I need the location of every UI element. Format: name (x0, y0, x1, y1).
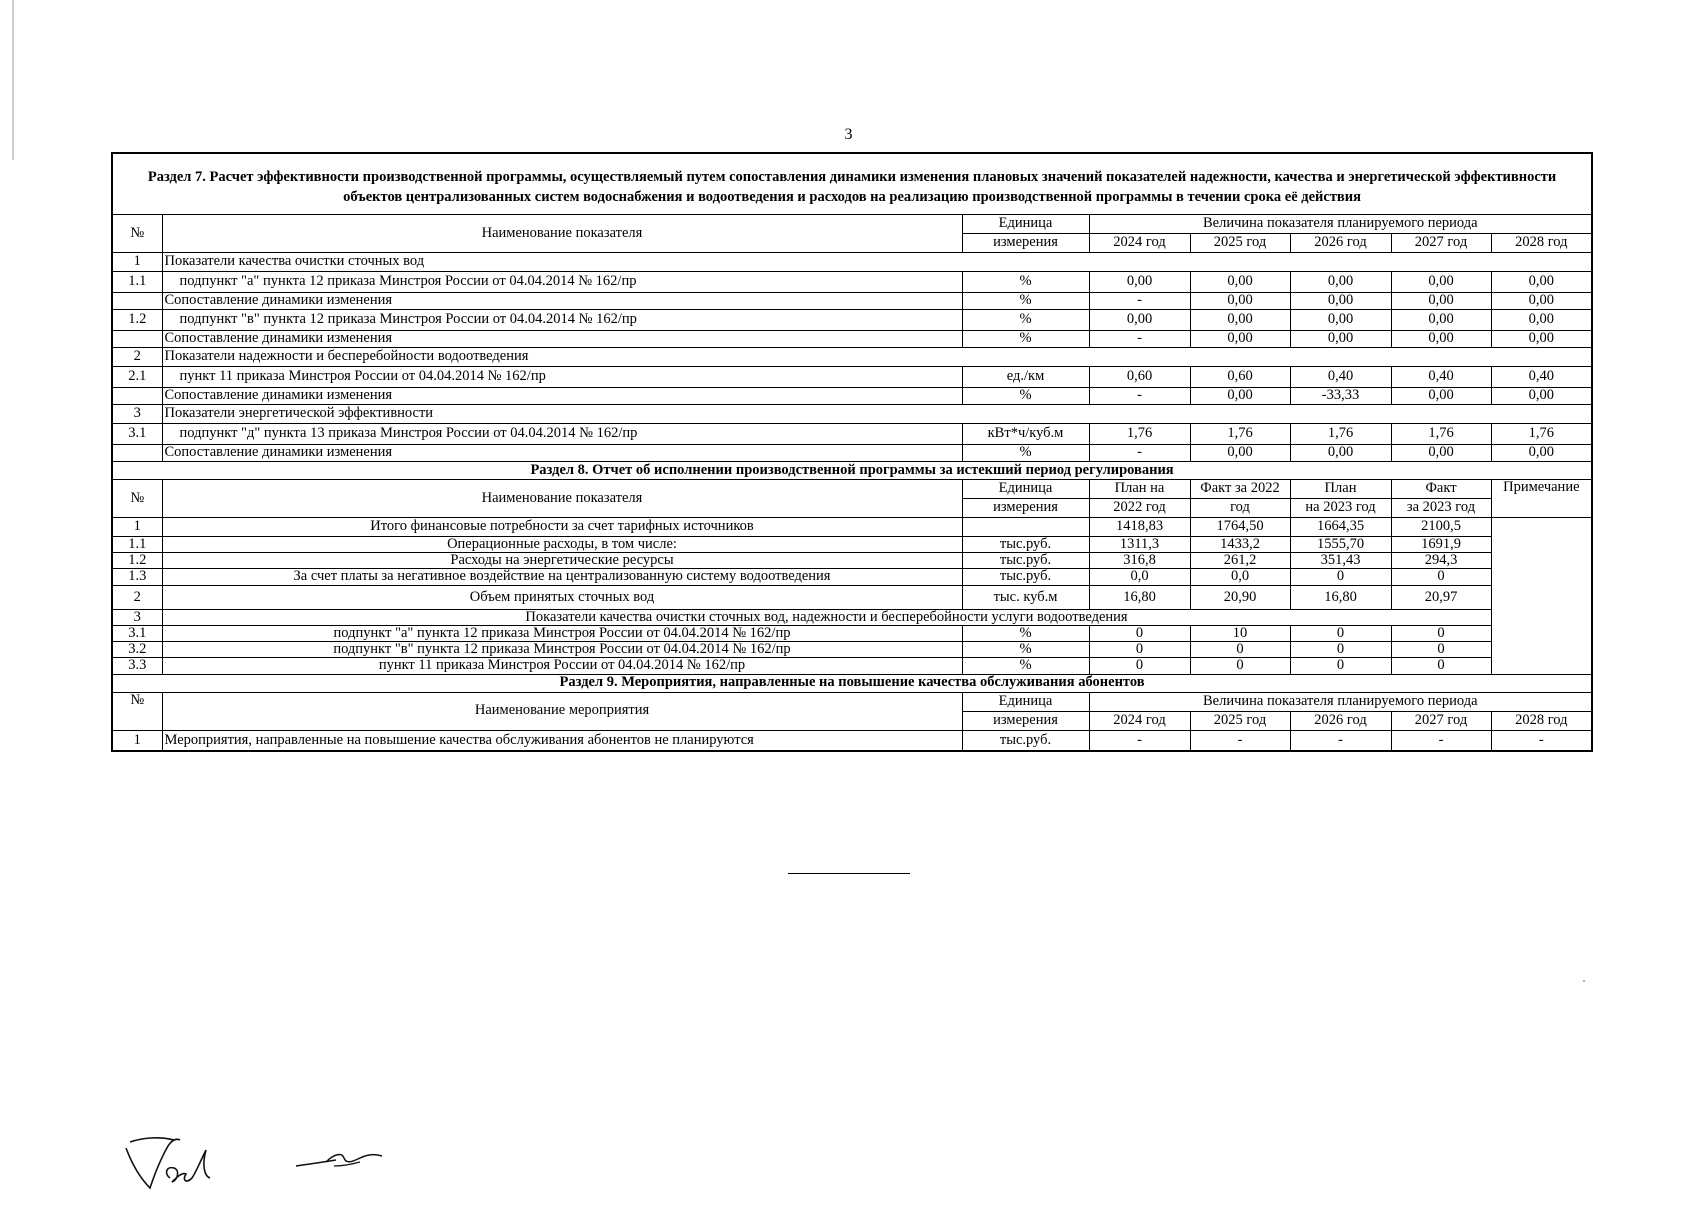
header-name: Наименование показателя (162, 215, 962, 253)
row-value: - (1089, 388, 1190, 405)
row-value: 0,00 (1190, 388, 1290, 405)
header-col-line1: План (1290, 480, 1391, 499)
row-name: Показатели энергетической эффективности (162, 405, 1592, 424)
row-value: 1764,50 (1190, 518, 1290, 537)
row-name: Показатели надежности и бесперебойности водоотведения (162, 348, 1592, 367)
row-value: 0,00 (1491, 331, 1592, 348)
row-num (112, 388, 162, 405)
header-col-line1: Факт за 2022 (1190, 480, 1290, 499)
row-value: 1418,83 (1089, 518, 1190, 537)
row-num: 2 (112, 585, 162, 609)
table-row (112, 642, 1592, 658)
header-year: 2025 год (1190, 711, 1290, 730)
row-value: 0,00 (1089, 310, 1190, 331)
row-num: 3 (112, 405, 162, 424)
table-row (112, 388, 1592, 405)
row-value: 0,00 (1190, 331, 1290, 348)
row-value: 0 (1190, 642, 1290, 658)
row-unit: тыс.руб. (962, 553, 1089, 569)
row-value: 0 (1290, 658, 1391, 674)
row-value: 0 (1089, 625, 1190, 641)
header-period: Величина показателя планируемого периода (1089, 692, 1592, 711)
row-num: 2 (112, 348, 162, 367)
row-value: 1555,70 (1290, 537, 1391, 553)
section7-header-row-1 (112, 215, 1592, 234)
row-value: 0,00 (1391, 388, 1491, 405)
header-year: 2026 год (1290, 711, 1391, 730)
row-name: подпункт "в" пункта 12 приказа Минстроя России от 04.04.2014 № 162/пр (162, 310, 962, 331)
section9-title: Раздел 9. Мероприятия, направленные на повышение качества обслуживания абонентов (112, 674, 1592, 692)
header-unit-line2: измерения (962, 711, 1089, 730)
row-value: 2100,5 (1391, 518, 1491, 537)
row-value: 0,00 (1491, 388, 1592, 405)
header-year: 2027 год (1391, 711, 1491, 730)
row-value: 0 (1290, 642, 1391, 658)
row-unit: % (962, 293, 1089, 310)
row-value: 1311,3 (1089, 537, 1190, 553)
row-value: 0,00 (1491, 445, 1592, 462)
row-value: - (1491, 730, 1592, 751)
table-row (112, 730, 1592, 751)
row-num: 1 (112, 518, 162, 537)
row-value: 294,3 (1391, 553, 1491, 569)
section8-title-row (112, 462, 1592, 480)
header-unit-line2: измерения (962, 234, 1089, 253)
row-value: 1691,9 (1391, 537, 1491, 553)
table-row (112, 585, 1592, 609)
row-name: Расходы на энергетические ресурсы (162, 553, 962, 569)
row-value: 10 (1190, 625, 1290, 641)
header-unit-line1: Единица (962, 480, 1089, 499)
row-name: пункт 11 приказа Минстроя России от 04.04.2014 № 162/пр (162, 367, 962, 388)
row-name: подпункт "в" пункта 12 приказа Минстроя России от 04.04.2014 № 162/пр (162, 642, 962, 658)
section8-title: Раздел 8. Отчет об исполнении производственной программы за истекший период регулирования (112, 462, 1592, 480)
row-value: 0,00 (1290, 331, 1391, 348)
row-name: Сопоставление динамики изменения (162, 331, 962, 348)
row-value: 1433,2 (1190, 537, 1290, 553)
row-unit: тыс.руб. (962, 537, 1089, 553)
row-value: 1,76 (1290, 424, 1391, 445)
row-value: 1,76 (1391, 424, 1491, 445)
row-value: 0,00 (1391, 445, 1491, 462)
row-unit: % (962, 642, 1089, 658)
row-num: 1.1 (112, 537, 162, 553)
row-value: 0,00 (1491, 310, 1592, 331)
table-row (112, 424, 1592, 445)
row-unit: тыс. куб.м (962, 585, 1089, 609)
row-unit: % (962, 625, 1089, 641)
header-col-line1: Факт (1391, 480, 1491, 499)
row-value: 0,40 (1391, 367, 1491, 388)
row-num: 3.3 (112, 658, 162, 674)
header-num: № (112, 480, 162, 518)
row-name: За счет платы за негативное воздействие на централизованную систему водоотведения (162, 569, 962, 585)
row-value: 20,90 (1190, 585, 1290, 609)
header-year: 2024 год (1089, 711, 1190, 730)
row-num (112, 445, 162, 462)
row-unit: кВт*ч/куб.м (962, 424, 1089, 445)
row-name: Показатели качества очистки сточных вод, надежности и бесперебойности услуги водоотведения (162, 609, 1491, 625)
row-value: 0,00 (1391, 331, 1491, 348)
row-unit: ед./км (962, 367, 1089, 388)
row-num: 1.3 (112, 569, 162, 585)
section9-title-row (112, 674, 1592, 692)
row-value: - (1089, 293, 1190, 310)
row-unit: % (962, 331, 1089, 348)
row-unit (962, 518, 1089, 537)
row-value: 0,00 (1391, 293, 1491, 310)
row-value: - (1190, 730, 1290, 751)
row-value: 316,8 (1089, 553, 1190, 569)
row-unit: % (962, 310, 1089, 331)
row-value: 0,00 (1290, 293, 1391, 310)
row-value: 1,76 (1089, 424, 1190, 445)
table-row (112, 537, 1592, 553)
row-num: 3 (112, 609, 162, 625)
row-name: Объем принятых сточных вод (162, 585, 962, 609)
row-value: 0 (1190, 658, 1290, 674)
table-body (112, 153, 1592, 751)
row-value: 1,76 (1491, 424, 1592, 445)
row-value: 0,40 (1290, 367, 1391, 388)
section7-title: Раздел 7. Расчет эффективности производственной программы, осуществляемый путем сопоставления динамики изменения плановых значений показателей надежности, качества и энергетической эффективности объектов централизованных систем водоснабжения и водоотведения и расходов на реализацию производственной программы в течении срока её действия (112, 153, 1592, 215)
table-row (112, 569, 1592, 585)
row-value: 0,00 (1491, 272, 1592, 293)
row-unit: тыс.руб. (962, 569, 1089, 585)
row-value: 0,00 (1290, 272, 1391, 293)
signature-image (120, 1120, 420, 1205)
row-value: 0,0 (1089, 569, 1190, 585)
table-row (112, 518, 1592, 537)
row-value: 16,80 (1089, 585, 1190, 609)
header-unit-line2: измерения (962, 499, 1089, 518)
document-table (111, 152, 1593, 752)
row-value: 0 (1391, 642, 1491, 658)
row-num: 2.1 (112, 367, 162, 388)
row-value: - (1290, 730, 1391, 751)
table-row (112, 331, 1592, 348)
header-col-line2: за 2023 год (1391, 499, 1491, 518)
row-value: 0 (1290, 625, 1391, 641)
row-num (112, 293, 162, 310)
row-value: 20,97 (1391, 585, 1491, 609)
row-value: 0,00 (1190, 310, 1290, 331)
row-value: 0,00 (1190, 272, 1290, 293)
row-value: -33,33 (1290, 388, 1391, 405)
row-value: 0 (1391, 658, 1491, 674)
row-value: 261,2 (1190, 553, 1290, 569)
group-row (112, 348, 1592, 367)
header-year: 2026 год (1290, 234, 1391, 253)
row-unit: % (962, 272, 1089, 293)
row-name: Мероприятия, направленные на повышение качества обслуживания абонентов не планируются (162, 730, 962, 751)
end-rule (788, 873, 910, 874)
row-name: Показатели качества очистки сточных вод (162, 253, 1592, 272)
row-num: 1.2 (112, 310, 162, 331)
header-year: 2027 год (1391, 234, 1491, 253)
table-row (112, 553, 1592, 569)
row-value: 0 (1290, 569, 1391, 585)
row-num: 3.1 (112, 424, 162, 445)
row-name: подпункт "а" пункта 12 приказа Минстроя России от 04.04.2014 № 162/пр (162, 625, 962, 641)
header-col-line2: на 2023 год (1290, 499, 1391, 518)
row-unit: % (962, 445, 1089, 462)
header-col-line2: год (1190, 499, 1290, 518)
row-name: Сопоставление динамики изменения (162, 293, 962, 310)
row-value: - (1089, 730, 1190, 751)
row-value: 0,00 (1391, 310, 1491, 331)
row-value: 16,80 (1290, 585, 1391, 609)
group-row (112, 253, 1592, 272)
section7-title-row (112, 153, 1592, 215)
row-value: 0 (1089, 658, 1190, 674)
row-value: - (1089, 445, 1190, 462)
header-col-line1: План на (1089, 480, 1190, 499)
row-value: 0,00 (1190, 293, 1290, 310)
table-row (112, 445, 1592, 462)
row-num: 1 (112, 730, 162, 751)
row-value: 0,00 (1190, 445, 1290, 462)
row-value: - (1089, 331, 1190, 348)
row-value: 0,00 (1290, 445, 1391, 462)
row-num: 1.2 (112, 553, 162, 569)
row-num (112, 331, 162, 348)
row-num: 3.1 (112, 625, 162, 641)
table-row (112, 310, 1592, 331)
header-year: 2024 год (1089, 234, 1190, 253)
row-value: 0,00 (1290, 310, 1391, 331)
header-name: Наименование показателя (162, 480, 962, 518)
header-unit-line1: Единица (962, 215, 1089, 234)
row-value: 0,60 (1089, 367, 1190, 388)
row-name: Итого финансовые потребности за счет тарифных источников (162, 518, 962, 537)
row-value: - (1391, 730, 1491, 751)
scan-speck (1583, 980, 1585, 982)
row-num: 3.2 (112, 642, 162, 658)
section9-header-row-1 (112, 692, 1592, 711)
row-unit: % (962, 658, 1089, 674)
row-value: 0,40 (1491, 367, 1592, 388)
row-name: Операционные расходы, в том числе: (162, 537, 962, 553)
row-num: 1 (112, 253, 162, 272)
header-year: 2025 год (1190, 234, 1290, 253)
row-name: подпункт "а" пункта 12 приказа Минстроя России от 04.04.2014 № 162/пр (162, 272, 962, 293)
row-name: Сопоставление динамики изменения (162, 388, 962, 405)
group-row (112, 609, 1592, 625)
header-period: Величина показателя планируемого периода (1089, 215, 1592, 234)
header-col-line2: 2022 год (1089, 499, 1190, 518)
row-value: 0 (1391, 625, 1491, 641)
header-num: № (112, 215, 162, 253)
row-name: подпункт "д" пункта 13 приказа Минстроя России от 04.04.2014 № 162/пр (162, 424, 962, 445)
header-name: Наименование мероприятия (162, 692, 962, 730)
table-row (112, 293, 1592, 310)
row-value: 0,0 (1190, 569, 1290, 585)
header-note: Примечание (1491, 480, 1592, 518)
note-cell (1491, 518, 1592, 675)
header-year: 2028 год (1491, 711, 1592, 730)
table-row (112, 367, 1592, 388)
row-name: Сопоставление динамики изменения (162, 445, 962, 462)
header-num: № (112, 692, 162, 730)
table-row (112, 272, 1592, 293)
row-value: 0,60 (1190, 367, 1290, 388)
table-row (112, 658, 1592, 674)
row-unit: тыс.руб. (962, 730, 1089, 751)
row-value: 1664,35 (1290, 518, 1391, 537)
header-unit-line1: Единица (962, 692, 1089, 711)
row-name: пункт 11 приказа Минстроя России от 04.04.2014 № 162/пр (162, 658, 962, 674)
row-value: 351,43 (1290, 553, 1391, 569)
page-number: 3 (844, 126, 853, 143)
row-value: 1,76 (1190, 424, 1290, 445)
table-row (112, 625, 1592, 641)
row-value: 0,00 (1491, 293, 1592, 310)
group-row (112, 405, 1592, 424)
row-value: 0,00 (1089, 272, 1190, 293)
row-unit: % (962, 388, 1089, 405)
row-value: 0 (1089, 642, 1190, 658)
section8-header-row-1 (112, 480, 1592, 499)
row-value: 0 (1391, 569, 1491, 585)
row-num: 1.1 (112, 272, 162, 293)
row-value: 0,00 (1391, 272, 1491, 293)
header-year: 2028 год (1491, 234, 1592, 253)
